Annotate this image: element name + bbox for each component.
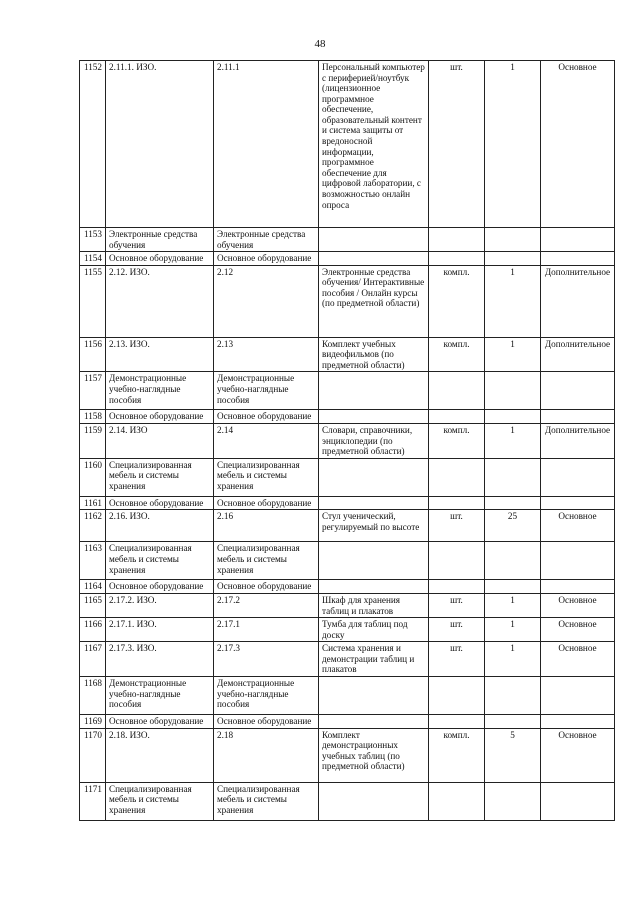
cell-row-number: 1155	[80, 265, 106, 337]
cell-code: Специализированная мебель и системы хранения	[214, 458, 319, 496]
cell-section-name: Специализированная мебель и системы хранения	[106, 458, 214, 496]
table-row	[80, 593, 615, 617]
table-row	[80, 265, 615, 337]
cell-row-number: 1152	[80, 61, 106, 228]
cell-section-name: Специализированная мебель и системы хранения	[106, 542, 214, 580]
cell-equipment-type	[541, 228, 615, 252]
cell-unit	[429, 458, 485, 496]
cell-quantity	[485, 580, 541, 594]
cell-item-description: Комплект демонстрационных учебных таблиц (по предметной области)	[319, 728, 429, 782]
cell-row-number: 1154	[80, 252, 106, 266]
cell-code: Основное оборудование	[214, 496, 319, 510]
cell-item-description	[319, 580, 429, 594]
cell-unit	[429, 252, 485, 266]
cell-item-description: Стул ученический, регулируемый по высоте	[319, 510, 429, 542]
cell-row-number: 1163	[80, 542, 106, 580]
table-row	[80, 676, 615, 714]
cell-equipment-type: Основное	[541, 618, 615, 642]
cell-equipment-type: Дополнительное	[541, 424, 615, 459]
cell-quantity: 1	[485, 265, 541, 337]
cell-quantity: 1	[485, 61, 541, 228]
cell-equipment-type: Основное	[541, 728, 615, 782]
cell-code: Специализированная мебель и системы хранения	[214, 542, 319, 580]
cell-row-number: 1169	[80, 714, 106, 728]
cell-quantity: 1	[485, 618, 541, 642]
cell-item-description	[319, 410, 429, 424]
cell-unit: компл.	[429, 728, 485, 782]
cell-quantity	[485, 714, 541, 728]
cell-row-number: 1158	[80, 410, 106, 424]
cell-quantity	[485, 252, 541, 266]
cell-code: 2.17.2	[214, 593, 319, 617]
cell-unit: шт.	[429, 642, 485, 677]
cell-unit	[429, 496, 485, 510]
cell-row-number: 1157	[80, 372, 106, 410]
cell-section-name: 2.17.2. ИЗО.	[106, 593, 214, 617]
cell-quantity	[485, 782, 541, 820]
cell-quantity	[485, 496, 541, 510]
cell-row-number: 1171	[80, 782, 106, 820]
cell-section-name: 2.11.1. ИЗО.	[106, 61, 214, 228]
cell-row-number: 1170	[80, 728, 106, 782]
cell-code: Основное оборудование	[214, 252, 319, 266]
cell-unit: шт.	[429, 61, 485, 228]
cell-equipment-type: Основное	[541, 593, 615, 617]
cell-equipment-type: Дополнительное	[541, 337, 615, 372]
cell-row-number: 1164	[80, 580, 106, 594]
table-row	[80, 580, 615, 594]
cell-quantity: 25	[485, 510, 541, 542]
cell-unit	[429, 410, 485, 424]
cell-code: Специализированная мебель и системы хранения	[214, 782, 319, 820]
cell-unit	[429, 580, 485, 594]
cell-item-description	[319, 458, 429, 496]
cell-row-number: 1156	[80, 337, 106, 372]
cell-code: 2.17.3	[214, 642, 319, 677]
cell-equipment-type	[541, 676, 615, 714]
cell-unit	[429, 372, 485, 410]
cell-equipment-type: Основное	[541, 61, 615, 228]
cell-row-number: 1162	[80, 510, 106, 542]
cell-equipment-type	[541, 714, 615, 728]
cell-equipment-type: Основное	[541, 642, 615, 677]
cell-unit	[429, 676, 485, 714]
cell-quantity: 1	[485, 424, 541, 459]
table-row	[80, 728, 615, 782]
table-row	[80, 424, 615, 459]
cell-row-number: 1160	[80, 458, 106, 496]
cell-quantity: 1	[485, 593, 541, 617]
cell-quantity	[485, 542, 541, 580]
cell-code: 2.13	[214, 337, 319, 372]
cell-item-description	[319, 252, 429, 266]
cell-quantity: 5	[485, 728, 541, 782]
cell-equipment-type	[541, 458, 615, 496]
cell-quantity: 1	[485, 642, 541, 677]
cell-row-number: 1168	[80, 676, 106, 714]
cell-item-description	[319, 676, 429, 714]
cell-section-name: 2.17.1. ИЗО.	[106, 618, 214, 642]
cell-code: 2.14	[214, 424, 319, 459]
table-row	[80, 510, 615, 542]
cell-unit: компл.	[429, 337, 485, 372]
cell-item-description: Система хранения и демонстрации таблиц и плакатов	[319, 642, 429, 677]
cell-equipment-type	[541, 252, 615, 266]
cell-equipment-type	[541, 410, 615, 424]
cell-section-name: Электронные средства обучения	[106, 228, 214, 252]
cell-section-name: Основное оборудование	[106, 410, 214, 424]
cell-section-name: Демонстрационные учебно-наглядные пособия	[106, 372, 214, 410]
cell-section-name: 2.13. ИЗО.	[106, 337, 214, 372]
page-number: 48	[314, 38, 326, 50]
cell-row-number: 1161	[80, 496, 106, 510]
cell-unit: компл.	[429, 424, 485, 459]
cell-code: Основное оборудование	[214, 410, 319, 424]
cell-code: 2.11.1	[214, 61, 319, 228]
cell-item-description	[319, 496, 429, 510]
cell-equipment-type	[541, 372, 615, 410]
cell-equipment-type	[541, 496, 615, 510]
cell-quantity	[485, 458, 541, 496]
cell-section-name: Основное оборудование	[106, 496, 214, 510]
cell-equipment-type: Дополнительное	[541, 265, 615, 337]
cell-code: 2.16	[214, 510, 319, 542]
cell-item-description: Шкаф для хранения таблиц и плакатов	[319, 593, 429, 617]
cell-section-name: 2.18. ИЗО.	[106, 728, 214, 782]
cell-section-name: 2.16. ИЗО.	[106, 510, 214, 542]
cell-section-name: 2.17.3. ИЗО.	[106, 642, 214, 677]
cell-code: Электронные средства обучения	[214, 228, 319, 252]
cell-item-description	[319, 714, 429, 728]
cell-unit	[429, 542, 485, 580]
table-row	[80, 496, 615, 510]
table-row	[80, 228, 615, 252]
cell-row-number: 1159	[80, 424, 106, 459]
cell-item-description: Тумба для таблиц под доску	[319, 618, 429, 642]
cell-code: Демонстрационные учебно-наглядные пособия	[214, 676, 319, 714]
cell-code: 2.18	[214, 728, 319, 782]
table-row	[80, 618, 615, 642]
cell-equipment-type: Основное	[541, 510, 615, 542]
cell-section-name: 2.14. ИЗО	[106, 424, 214, 459]
cell-item-description	[319, 228, 429, 252]
cell-equipment-type	[541, 782, 615, 820]
equipment-table	[79, 60, 615, 821]
cell-unit	[429, 782, 485, 820]
cell-unit: шт.	[429, 593, 485, 617]
cell-section-name: Основное оборудование	[106, 714, 214, 728]
table-row	[80, 252, 615, 266]
cell-code: Демонстрационные учебно-наглядные пособия	[214, 372, 319, 410]
table-row	[80, 337, 615, 372]
cell-code: Основное оборудование	[214, 580, 319, 594]
cell-unit: компл.	[429, 265, 485, 337]
cell-item-description: Комплект учебных видеофильмов (по предметной области)	[319, 337, 429, 372]
cell-row-number: 1153	[80, 228, 106, 252]
cell-quantity: 1	[485, 337, 541, 372]
cell-unit	[429, 714, 485, 728]
table-row	[80, 642, 615, 677]
cell-item-description	[319, 542, 429, 580]
cell-code: 2.12	[214, 265, 319, 337]
cell-quantity	[485, 410, 541, 424]
cell-unit: шт.	[429, 618, 485, 642]
cell-item-description	[319, 372, 429, 410]
cell-equipment-type	[541, 542, 615, 580]
cell-section-name: 2.12. ИЗО.	[106, 265, 214, 337]
cell-unit: шт.	[429, 510, 485, 542]
table-row	[80, 410, 615, 424]
cell-equipment-type	[541, 580, 615, 594]
cell-section-name: Демонстрационные учебно-наглядные пособия	[106, 676, 214, 714]
cell-row-number: 1166	[80, 618, 106, 642]
cell-row-number: 1167	[80, 642, 106, 677]
cell-section-name: Специализированная мебель и системы хранения	[106, 782, 214, 820]
table-body	[80, 61, 615, 821]
table-row	[80, 782, 615, 820]
cell-unit	[429, 228, 485, 252]
table-row	[80, 714, 615, 728]
cell-quantity	[485, 228, 541, 252]
table-row	[80, 542, 615, 580]
cell-section-name: Основное оборудование	[106, 580, 214, 594]
cell-quantity	[485, 676, 541, 714]
table-row	[80, 372, 615, 410]
cell-code: Основное оборудование	[214, 714, 319, 728]
cell-quantity	[485, 372, 541, 410]
cell-item-description	[319, 782, 429, 820]
cell-row-number: 1165	[80, 593, 106, 617]
cell-item-description: Электронные средства обучения/ Интерактивные пособия / Онлайн курсы (по предметной области)	[319, 265, 429, 337]
cell-item-description: Словари, справочники, энциклопедии (по предметной области)	[319, 424, 429, 459]
table-row	[80, 458, 615, 496]
cell-section-name: Основное оборудование	[106, 252, 214, 266]
cell-item-description: Персональный компьютер с периферией/ноутбук (лицензионное программное обеспечение, образовательный контент и система защиты от вредоносной информации, программное обеспечение для цифровой лаборатории, с возможностью онлайн опроса	[319, 61, 429, 228]
cell-code: 2.17.1	[214, 618, 319, 642]
table-row	[80, 61, 615, 228]
